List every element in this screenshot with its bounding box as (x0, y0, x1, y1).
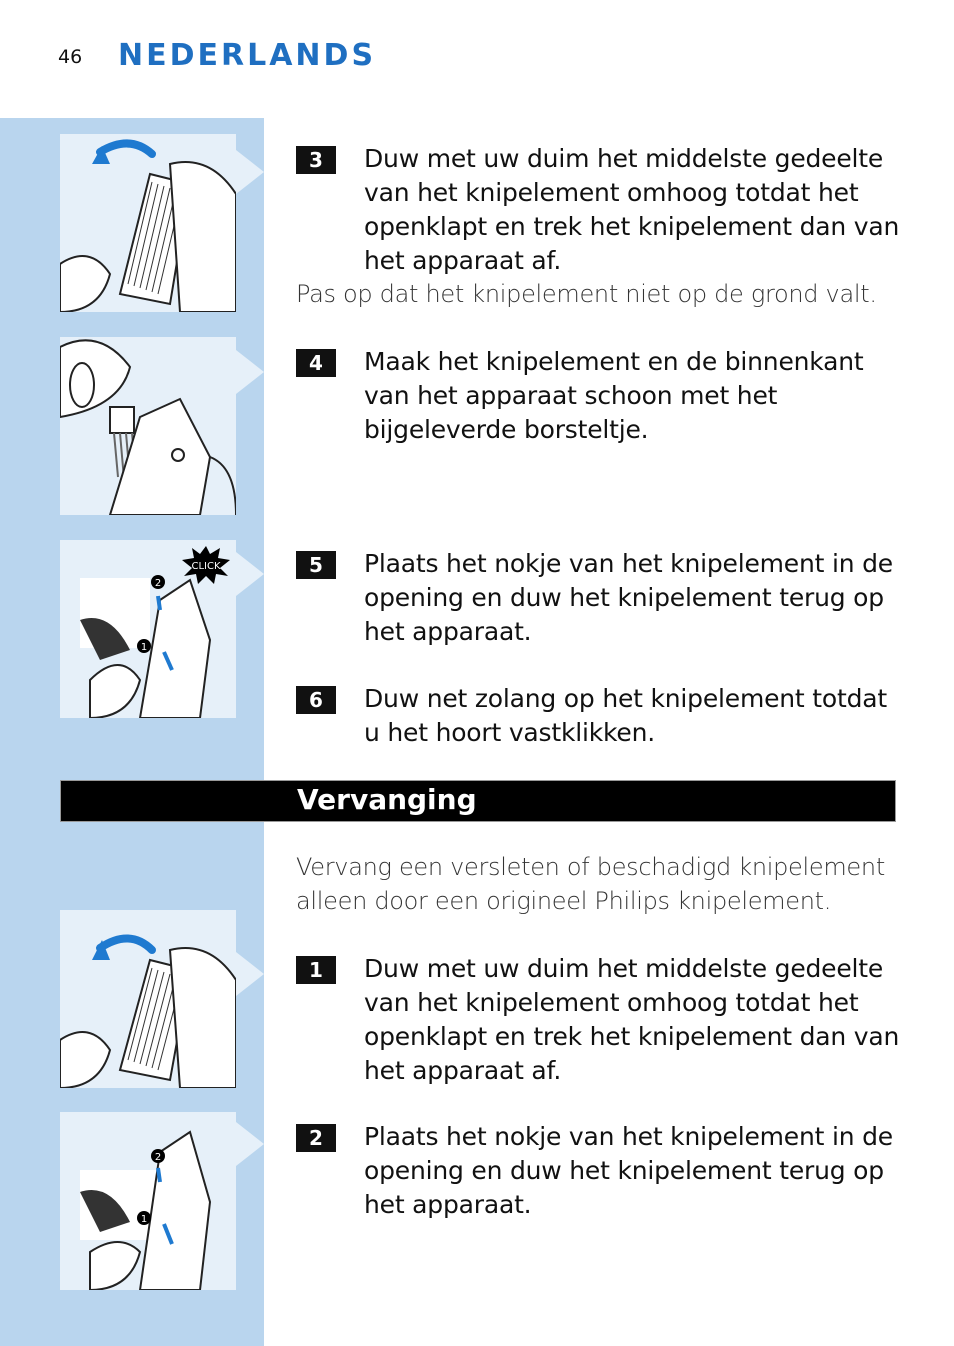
cleaning-note: Pas op dat het knipelement niet op de grond valt. (296, 280, 877, 308)
language-title: NEDERLANDS (118, 38, 377, 73)
marker-one: 1 (140, 1214, 148, 1225)
step-number: 4 (296, 349, 336, 377)
step-number: 3 (296, 146, 336, 174)
click-label: CLICK (191, 561, 221, 572)
step-number: 6 (296, 686, 336, 714)
section-header-vervanging (60, 780, 896, 822)
marker-two: 2 (154, 578, 162, 589)
step-text: Maak het knipelement en de binnenkant van het apparaat schoon met het bijgeleverde borsteltje. (364, 347, 864, 444)
illustration-remove-cutter-replacement (60, 910, 236, 1088)
step-text: Duw met uw duim het middelste gedeelte van het knipelement omhoog totdat het openklapt en trek het knipelement dan van het apparaat af. (364, 954, 900, 1085)
illustration-attach-replacement (60, 1112, 236, 1290)
section-title: Vervanging (297, 783, 477, 816)
step-6 (296, 682, 900, 750)
replacement-step-2 (296, 1120, 900, 1222)
lift-arrow-icon (100, 143, 152, 154)
step-text: Duw met uw duim het middelste gedeelte van het knipelement omhoog totdat het openklapt en trek het knipelement dan van het apparaat af. (364, 144, 900, 275)
illustration-attach-click (60, 540, 236, 718)
replacement-step-1 (296, 952, 900, 1088)
step-3 (296, 142, 900, 278)
step-text: Plaats het nokje van het knipelement in de opening en duw het knipelement terug op het apparaat. (364, 549, 893, 646)
marker-two: 2 (154, 1152, 162, 1163)
page-number: 46 (58, 46, 83, 68)
step-number: 5 (296, 551, 336, 579)
step-text: Duw net zolang op het knipelement totdat u het hoort vastklikken. (364, 684, 887, 747)
section-intro: Vervang een versleten of beschadigd knipelement alleen door een origineel Philips knipelement. (296, 853, 885, 915)
step-number: 1 (296, 956, 336, 984)
lift-arrow-icon (100, 938, 152, 950)
step-number: 2 (296, 1124, 336, 1152)
illustration-remove-cutter (60, 134, 236, 312)
marker-one: 1 (140, 642, 148, 653)
step-5 (296, 547, 900, 649)
step-4 (296, 345, 900, 447)
illustration-clean-brush (60, 337, 236, 515)
step-text: Plaats het nokje van het knipelement in de opening en duw het knipelement terug op het apparaat. (364, 1122, 893, 1219)
